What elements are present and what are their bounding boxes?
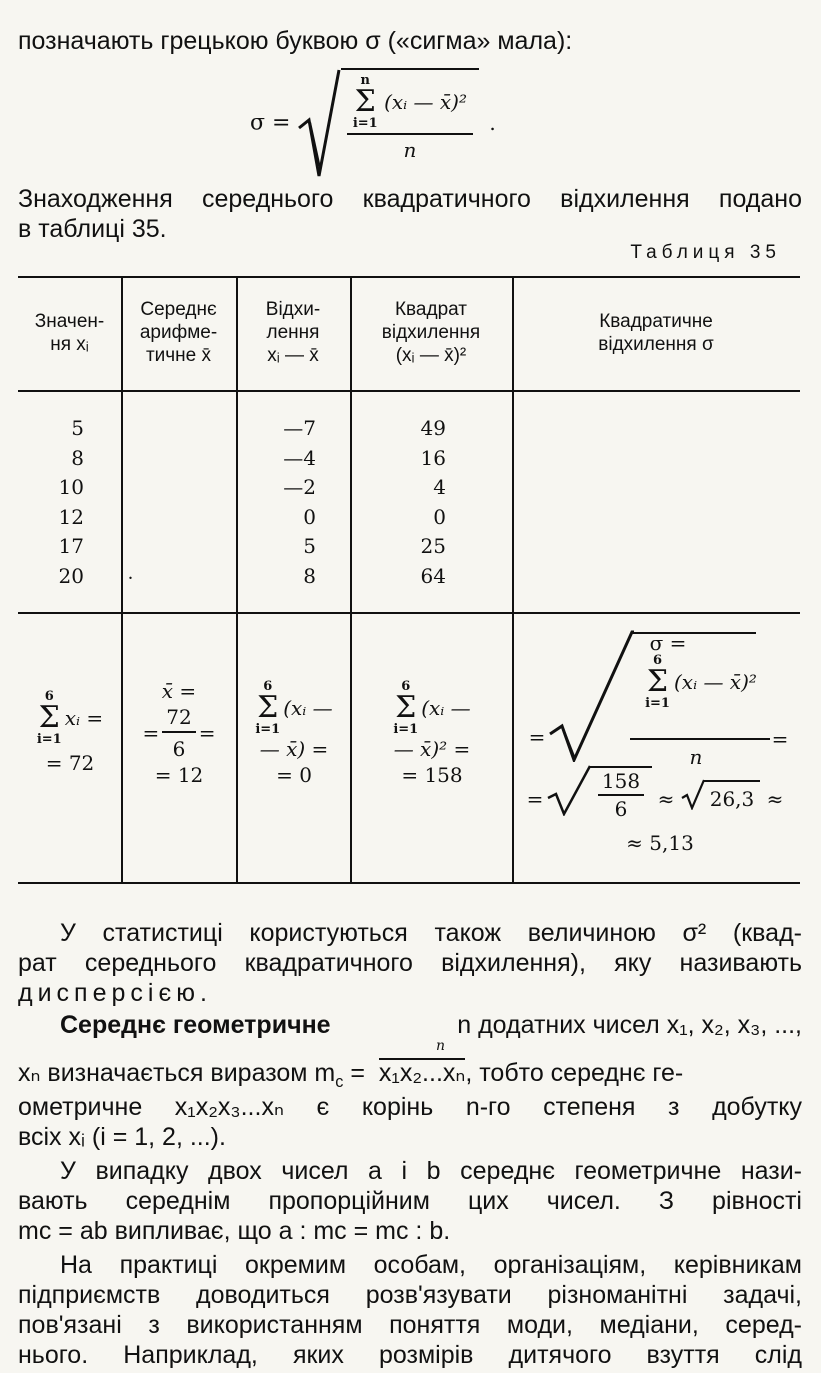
- calc-sum-deviation: 6 Σ i=1 (xᵢ — — x̄) = = 0: [255, 679, 333, 787]
- table-cell: 64: [420, 563, 446, 588]
- squares-column: [400, 414, 446, 591]
- radical-sign-icon: [297, 68, 341, 178]
- root-index: n: [436, 1038, 446, 1054]
- sum-symbol: n Σ i=1: [352, 73, 378, 131]
- para3-line4: всіх xᵢ (i = 1, 2, ...).: [18, 1123, 226, 1151]
- table-cell: 17: [58, 534, 84, 558]
- para1-line1: Знаходження середнього квадратичного відхилення подано: [18, 185, 802, 213]
- data-bottom-rule: [18, 612, 800, 614]
- para5-line3: пов'язані з використанням поняття моди, медіани, серед-: [18, 1311, 802, 1339]
- sum-symbol: 6 Σ i=1: [255, 679, 281, 737]
- para3-line2: xₙ визначається виразом $m_с = x_1x_2...x_n$, тобто середнє ге-: [18, 1059, 684, 1091]
- para5-line1: На практиці окремим особам, організаціям, керівникам: [60, 1251, 802, 1279]
- header-std: Квадратичне відхилення σ: [598, 311, 714, 355]
- table-top-rule: [18, 276, 800, 278]
- table-bottom-rule: [18, 882, 800, 884]
- book-page: позначають грецькою буквою σ («сигма» мала): σ = n Σ i=1 (xᵢ — x̄)² n . Знаходження середнього квадратичного відхилення подано в таблиці 35. Таблиця 35 Значен- ня xᵢ Середнє арифме- тичне x̄ Відхи- лення xᵢ — x̄ Квадрат відхилення (xᵢ — x̄)² Квадратичне відхилення σ 5 8 10 12 17 20 . —7 —4 —2 0 5 8 49 16 4 0 25 64 6 Σ i=1 xᵢ = = 72 x̄ = = $\frac{72}{6}$ = = 12 6 Σ i=1 (xᵢ — — x̄) = = 0 6 Σ i=1 (xᵢ — — x̄)² = = 158 σ = = 6 Σ i=1 (xᵢ — x̄)² n = = 158 6 ≈ 26,3 ≈ ≈ 5,13 У статистиці користуються також величиною σ² (квад- рат середнього квадратичного відхилення), яку називають дисперсією. Середнє геометричне n додатних чисел x₁, x₂, x₃, ..., n xₙ визначається виразом $m_с = x_1x_2...x_n$, тобто середнє ге- ометричне x₁x₂x₃...xₙ є корінь n-го степеня з добутку всіх xᵢ (i = 1, 2, ...). У випадку двох чисел a і b середнє геометричне нази- вають середнім пропорційним цих чисел. З рівності mс = ab випливає, що a : mс = mс : b. На практиці окремим особам, організаціям, керівникам підприємств доводиться розв'язувати різноманітні задачі, пов'язані з використанням поняття моди, медіани, серед- нього. Наприклад, яких розмірів дитячого взуття слід: [18, 27, 802, 1369]
- para4-line3: mс = ab випливає, що a : mс = mс : b.: [18, 1217, 451, 1245]
- formula-lhs: σ =: [250, 110, 291, 136]
- calc-mean: x̄ = = $\frac{72}{6}$ = = 12: [142, 679, 216, 787]
- para4-line2: вають середнім пропорційним цих чисел. З рівності: [18, 1187, 802, 1215]
- formula-fraction: [347, 74, 473, 162]
- header-square: Квадрат відхилення (xᵢ — x̄)²: [381, 299, 481, 366]
- para3-line1: Середнє геометричне n додатних чисел x₁, x₂, x₃, ...,: [60, 1011, 802, 1039]
- table-cell: 10: [58, 475, 84, 499]
- table-cell: —4: [283, 445, 316, 470]
- formula-radicand: [341, 68, 479, 178]
- table-cell: 49: [420, 416, 446, 440]
- para5-line4: нього. Наприклад, яких розмірів дитячого взуття слід: [18, 1341, 802, 1369]
- formula-term: (xᵢ — x̄)²: [384, 90, 467, 114]
- para2-term: дисперсією.: [18, 979, 212, 1007]
- table-caption: Таблиця 35: [630, 242, 781, 263]
- table-cell: 0: [433, 504, 446, 529]
- radical-sign-icon: [548, 628, 634, 762]
- calc-sum-square: 6 Σ i=1 (xᵢ — — x̄)² = = 158: [393, 679, 471, 787]
- table-cell: 12: [58, 504, 84, 529]
- para2-line2: рат середнього квадратичного відхилення), яку називають: [18, 949, 802, 977]
- stray-dot: .: [128, 562, 133, 584]
- table-cell: 0: [303, 504, 316, 529]
- formula-denominator: n: [403, 138, 417, 162]
- table-cell: 5: [303, 534, 316, 558]
- col-divider-4: [512, 276, 514, 882]
- table-cell: 5: [71, 416, 84, 440]
- calc-sum-x: 6 Σ i=1 xᵢ = = 72: [36, 689, 104, 775]
- header-mean: Середнє арифме- тичне x̄: [139, 299, 218, 366]
- sigma-formula: σ = n Σ i=1 (xᵢ — x̄)² n .: [250, 68, 496, 178]
- para3-line3: ометричне x₁x₂x₃...xₙ є корінь n-го степеня з добутку: [18, 1093, 802, 1121]
- sum-symbol: 6 Σ i=1: [645, 653, 670, 711]
- table-cell: 8: [303, 563, 316, 588]
- radical-sign-icon: [680, 778, 706, 810]
- values-column: [40, 414, 84, 591]
- sum-symbol: 6 Σ i=1: [36, 689, 62, 747]
- intro-line: позначають грецькою буквою σ («сигма» мала):: [18, 27, 573, 55]
- para1-line2: в таблиці 35.: [18, 215, 167, 243]
- header-values: Значен- ня xᵢ: [34, 311, 105, 355]
- table-cell: 4: [433, 475, 446, 499]
- sum-symbol: 6 Σ i=1: [393, 679, 419, 737]
- header-bottom-rule: [18, 390, 800, 392]
- deviations-column: [260, 414, 316, 591]
- table-cell: 8: [71, 445, 84, 470]
- para5-line2: підприємств доводиться розв'язувати різноманітні задачі,: [18, 1281, 802, 1309]
- header-deviation: Відхи- лення xᵢ — x̄: [265, 299, 321, 366]
- formula-sqrt: [297, 68, 479, 178]
- table-cell: —7: [283, 416, 316, 440]
- table-cell: 20: [58, 563, 84, 588]
- table-cell: 16: [420, 445, 446, 470]
- radical-sign-icon: [546, 764, 592, 816]
- table-cell: 25: [420, 534, 446, 558]
- table-cell: —2: [283, 475, 316, 499]
- para2-line1: У статистиці користуються також величиною σ² (квад-: [60, 919, 802, 947]
- para4-line1: У випадку двох чисел a і b середнє геометричне нази-: [60, 1157, 802, 1185]
